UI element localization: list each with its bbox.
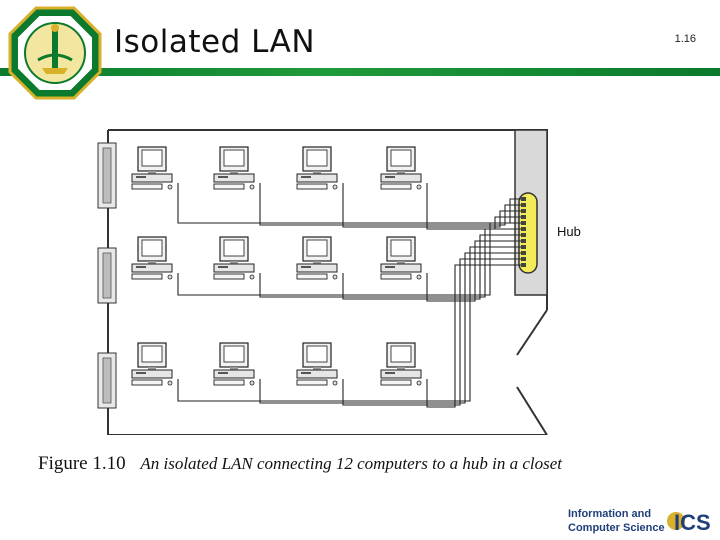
hub-port	[521, 233, 526, 237]
university-logo	[8, 6, 102, 100]
computer	[214, 147, 254, 189]
figure-caption	[38, 453, 562, 475]
wall-jack	[98, 353, 116, 408]
figure-caption-text: An isolated LAN connecting 12 computers to a hub in a closet	[140, 454, 563, 473]
ics-logo-line1: Information and	[568, 508, 652, 520]
hub-port	[521, 239, 526, 243]
hub-port	[521, 227, 526, 231]
computer	[297, 147, 337, 189]
network-cable	[427, 265, 521, 407]
computer	[132, 147, 172, 189]
computer	[132, 343, 172, 385]
slide-title: Isolated LAN	[114, 24, 316, 60]
network-cable	[427, 241, 521, 301]
wall-jack	[98, 248, 116, 303]
header-band	[0, 68, 720, 76]
ics-logo-mark: ICS	[674, 510, 711, 535]
isolated-lan-diagram	[95, 125, 595, 435]
hub-port	[521, 263, 526, 267]
hub-label: Hub	[557, 224, 581, 239]
network-cable	[427, 183, 521, 229]
computer	[132, 237, 172, 279]
hub-port	[521, 221, 526, 225]
slide-header	[0, 0, 720, 74]
hub-port	[521, 245, 526, 249]
hub-port	[521, 251, 526, 255]
network-cable	[343, 235, 521, 299]
computer	[297, 343, 337, 385]
computer	[381, 147, 421, 189]
ics-logo	[566, 504, 716, 536]
hub-port	[521, 215, 526, 219]
computer	[214, 343, 254, 385]
network-cable	[343, 183, 521, 227]
network-cable	[343, 259, 521, 405]
ics-logo-line2: Computer Science	[568, 522, 665, 534]
figure-label: Figure 1.10	[38, 453, 126, 474]
computer	[214, 237, 254, 279]
computer	[381, 343, 421, 385]
hub-port	[521, 197, 526, 201]
computer	[381, 237, 421, 279]
hub-port	[521, 209, 526, 213]
hub-port	[521, 203, 526, 207]
wall-jack	[98, 143, 116, 208]
computer	[297, 237, 337, 279]
slide-number: 1.16	[674, 33, 696, 45]
hub-port	[521, 257, 526, 261]
